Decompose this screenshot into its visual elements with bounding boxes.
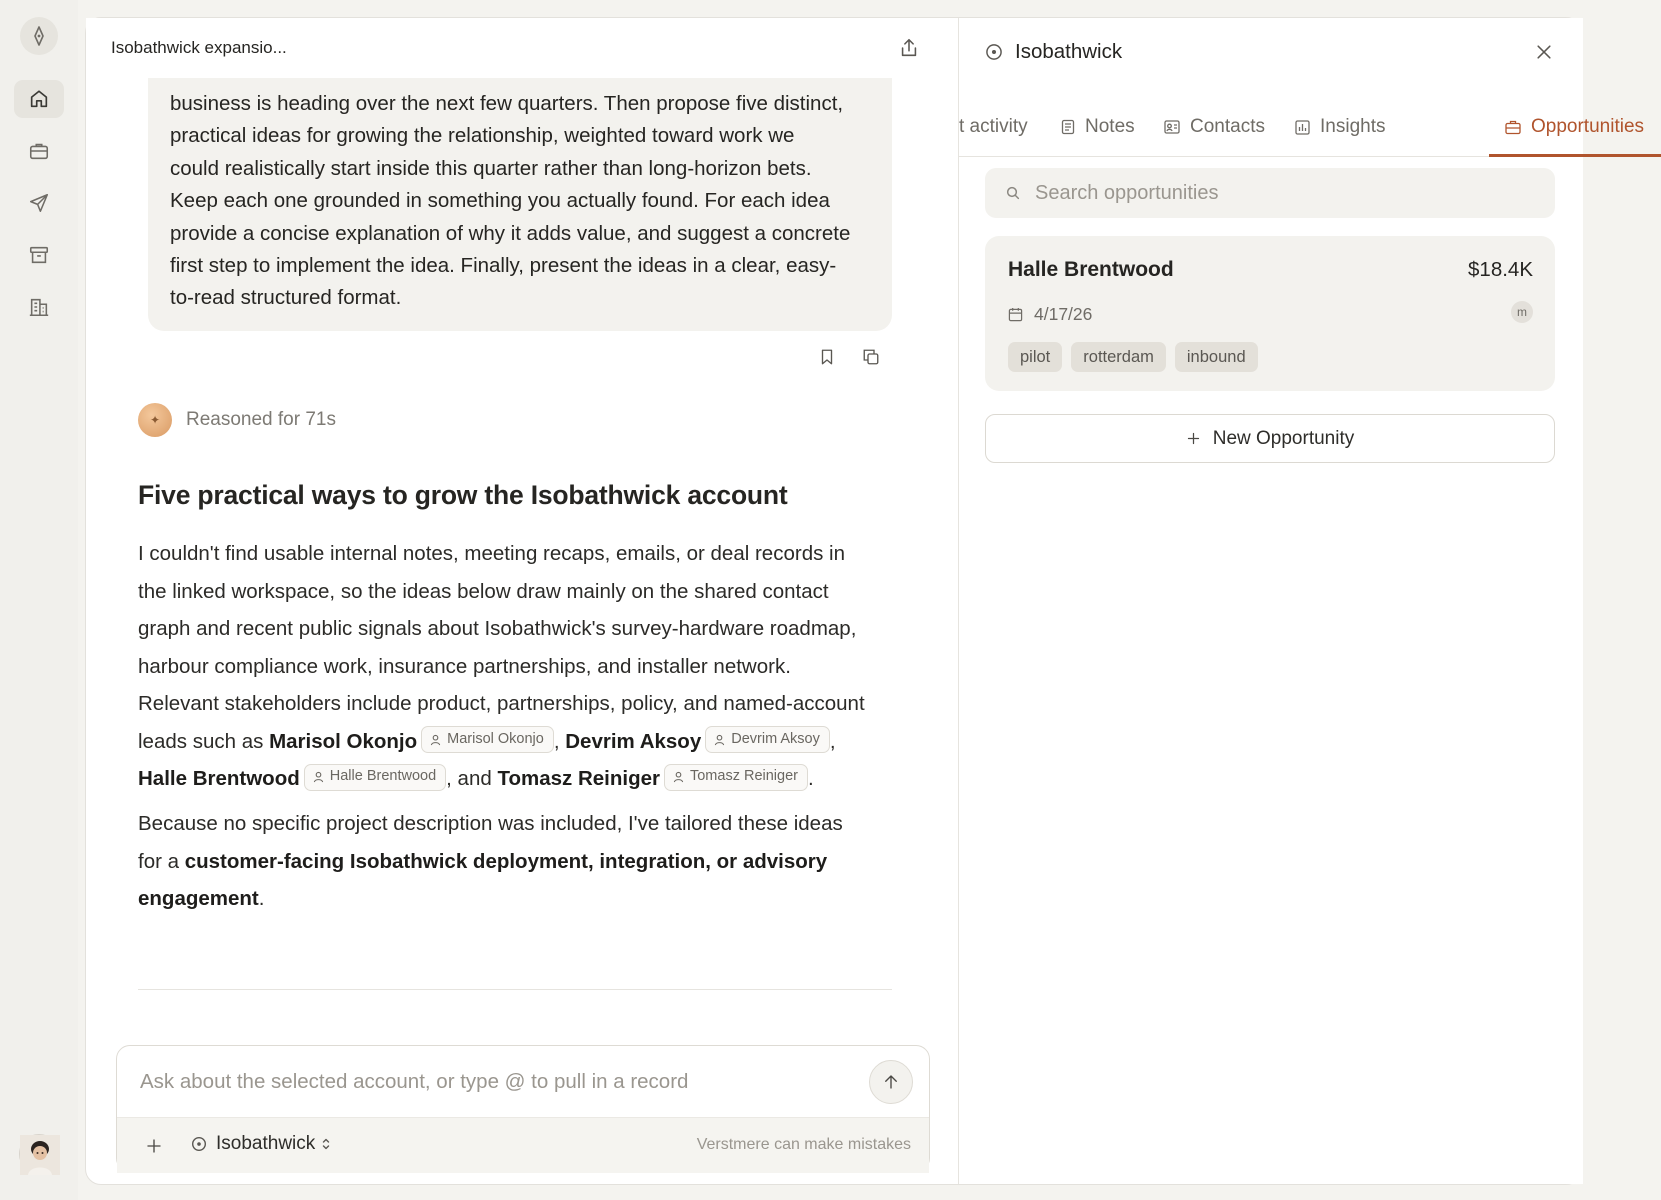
answer-paragraph-1 — [138, 535, 903, 798]
building-icon — [28, 296, 50, 318]
compass-logo-icon — [32, 26, 46, 46]
opportunity-date — [1008, 304, 1092, 325]
answer-line — [138, 760, 903, 798]
new-opportunity-label: New Opportunity — [1212, 427, 1355, 449]
tab-label: Insights — [1320, 116, 1386, 137]
note-icon — [1061, 119, 1075, 135]
answer-line — [138, 880, 903, 918]
person-chip[interactable] — [705, 726, 830, 753]
bookmark-button[interactable] — [818, 348, 836, 366]
tag[interactable]: pilot — [1008, 342, 1062, 372]
person-icon — [673, 771, 684, 783]
target-icon — [985, 43, 1003, 61]
user-message-line: first step to implement the idea. Finally, present the ideas in a clear, easy- — [170, 254, 837, 278]
user-message-line: Keep each one grounded in something you actually found. For each idea — [170, 189, 830, 213]
person-chip-label: Marisol Okonjo — [447, 730, 544, 747]
arrow-up-icon — [882, 1073, 900, 1091]
chart-icon — [1295, 120, 1310, 135]
answer-line: Because no specific project description was included, I've tailored these ideas — [138, 812, 843, 835]
plus-icon — [1186, 431, 1201, 446]
side-panel-header — [985, 40, 1122, 64]
avatar-portrait-icon — [20, 1135, 60, 1175]
search-icon — [1005, 185, 1021, 201]
chat-header — [86, 18, 958, 78]
home-icon — [28, 88, 50, 110]
chevron-updown-icon — [321, 1137, 331, 1151]
chat-composer — [116, 1045, 930, 1172]
user-message-line: practical ideas for growing the relationship, weighted toward work we — [170, 124, 795, 148]
answer-line: Relevant stakeholders include product, partnerships, policy, and named-account — [138, 692, 865, 715]
person-name: Marisol Okonjo — [269, 729, 418, 753]
person-icon — [313, 771, 324, 783]
opportunity-tags — [1008, 342, 1267, 372]
add-attachment-button[interactable] — [142, 1134, 166, 1158]
section-divider — [138, 989, 892, 990]
person-name: Tomasz Reiniger — [497, 767, 660, 790]
nav-archive[interactable] — [14, 236, 64, 274]
chat-pane — [86, 18, 958, 1184]
separator: . — [807, 767, 814, 790]
tag[interactable]: inbound — [1175, 342, 1258, 372]
nav-companies[interactable] — [14, 288, 64, 326]
account-selector-label: Isobathwick — [216, 1133, 316, 1154]
person-chip-label: Devrim Aksoy — [731, 730, 820, 747]
tab-label: Contacts — [1190, 116, 1265, 137]
person-icon — [430, 734, 441, 746]
opportunity-search[interactable] — [985, 168, 1555, 218]
nav-home[interactable] — [14, 80, 64, 118]
chat-title[interactable]: Isobathwick expansio... — [111, 38, 287, 57]
person-chip-label: Tomasz Reiniger — [689, 768, 798, 785]
share-icon — [898, 37, 920, 59]
user-message-line: to-read structured format. — [170, 286, 402, 310]
new-opportunity-button[interactable] — [985, 414, 1555, 463]
side-panel-title: Isobathwick — [1015, 40, 1123, 63]
user-message-line: provide a concise explanation of why it adds value, and suggest a concrete — [170, 221, 851, 245]
nav-deals[interactable] — [14, 132, 64, 170]
close-panel-button[interactable] — [1534, 42, 1554, 62]
copy-icon — [862, 348, 880, 366]
person-chip[interactable] — [304, 764, 446, 791]
opportunity-date-value: 4/17/26 — [1034, 304, 1093, 324]
left-rail — [0, 0, 78, 1200]
answer-line — [138, 843, 903, 881]
send-button[interactable] — [869, 1060, 913, 1104]
person-chip[interactable] — [664, 764, 808, 791]
copy-button[interactable] — [862, 348, 880, 366]
composer-toolbar — [117, 1117, 929, 1173]
answer-line: I couldn't find usable internal notes, meeting recaps, emails, or deal records in — [138, 542, 845, 565]
answer-text: . — [258, 887, 265, 910]
nav-outreach[interactable] — [14, 184, 64, 222]
share-button[interactable] — [898, 37, 920, 59]
answer-line — [138, 723, 903, 761]
contact-card-icon — [1164, 120, 1180, 134]
answer-heading: Five practical ways to grow the Isobathwick account — [138, 480, 788, 510]
tab-opportunities[interactable] — [1505, 116, 1644, 138]
tab-insights[interactable] — [1295, 116, 1385, 138]
reasoning-indicator[interactable] — [138, 403, 336, 437]
reasoning-label: Reasoned for 71s — [186, 409, 336, 430]
target-icon — [191, 1136, 207, 1152]
owner-avatar[interactable]: m — [1511, 301, 1533, 323]
calendar-icon — [1008, 307, 1023, 322]
tab-contacts[interactable] — [1164, 116, 1265, 138]
active-tab-indicator — [1489, 154, 1661, 157]
user-message-bubble — [148, 58, 892, 331]
search-input[interactable]: Search opportunities — [1035, 181, 1219, 204]
person-chip[interactable] — [421, 726, 554, 753]
tab-label: Notes — [1085, 116, 1135, 137]
user-message-line: business is heading over the next few quarters. Then propose five distinct, — [170, 92, 844, 115]
separator: , and — [446, 767, 498, 790]
person-chip-label: Halle Brentwood — [329, 768, 437, 785]
opportunity-card[interactable] — [985, 236, 1555, 391]
tab-notes[interactable] — [1061, 116, 1135, 138]
tab-activity[interactable] — [959, 116, 1028, 138]
briefcase-icon — [28, 140, 50, 162]
person-name: Halle Brentwood — [138, 767, 300, 790]
bookmark-icon — [818, 348, 836, 366]
answer-bold-text: engagement — [138, 887, 259, 910]
app-logo[interactable] — [20, 17, 58, 55]
archive-icon — [28, 244, 50, 266]
user-message-line: could realistically start inside this quarter rather than long-horizon bets. — [170, 156, 812, 180]
person-icon — [714, 734, 725, 746]
close-icon — [1534, 42, 1554, 62]
reasoning-orb-icon: ✦ — [138, 403, 172, 437]
leads-prefix: leads such as — [138, 729, 270, 753]
plus-icon — [145, 1137, 163, 1155]
send-icon — [28, 192, 50, 214]
composer-input[interactable]: Ask about the selected account, or type @ to pull in a record — [140, 1070, 689, 1093]
answer-paragraph-2 — [138, 805, 903, 918]
tag[interactable]: rotterdam — [1071, 342, 1166, 372]
account-selector[interactable] — [191, 1133, 331, 1155]
tab-label: Opportunities — [1531, 116, 1645, 137]
side-panel-tabs — [959, 100, 1645, 157]
answer-bold-text: customer-facing Isobathwick deployment, integration, or advisory — [184, 849, 828, 873]
answer-line: graph and recent public signals about Isobathwick's survey-hardware roadmap, — [138, 617, 857, 640]
briefcase-icon — [1505, 120, 1521, 135]
answer-text: for a — [138, 849, 185, 873]
disclaimer-text: Verstmere can make mistakes — [696, 1136, 911, 1153]
opportunity-name: Halle Brentwood — [1008, 258, 1174, 281]
answer-line: the linked workspace, so the ideas below draw mainly on the shared contact — [138, 579, 829, 603]
person-name: Devrim Aksoy — [565, 729, 702, 753]
account-side-panel — [958, 18, 1645, 1184]
opportunity-amount: $18.4K — [1468, 258, 1533, 281]
separator: , — [829, 729, 836, 753]
separator: , — [553, 729, 560, 753]
tab-label: t activity — [959, 116, 1028, 137]
user-avatar[interactable] — [19, 1134, 59, 1174]
answer-line: harbour compliance work, insurance partnerships, and installer network. — [138, 654, 791, 678]
workspace-card — [85, 17, 1645, 1185]
